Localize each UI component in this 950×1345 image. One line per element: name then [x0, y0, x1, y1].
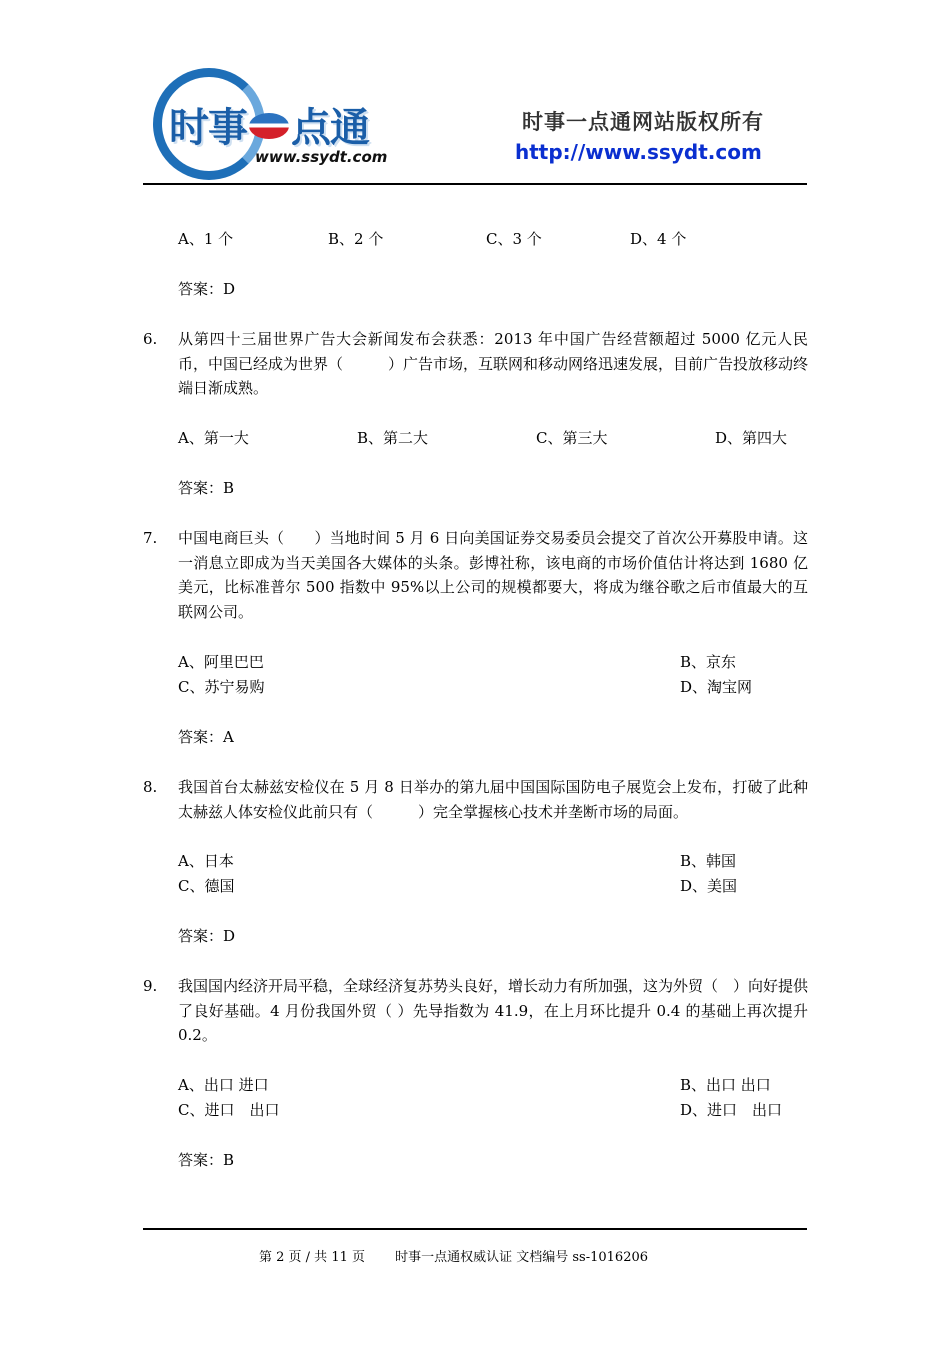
footer-divider — [143, 1228, 807, 1230]
logo-dot-icon — [249, 113, 289, 139]
q8-answer: 答案：D — [178, 927, 236, 945]
q8-text: 我国首台太赫兹安检仪在 5 月 8 日举办的第九届中国国际国防电子展览会上发布，打破了此种太赫兹人体安检仪此前只有（ ）完全掌握核心技术并垄断市场的局面。 — [178, 778, 808, 821]
q9-text: 我国国内经济开局平稳，全球经济复苏势头良好，增长动力有所加强，这为外贸（ ）向好提供了良好基础。4 月份我国外贸（ ）先导指数为 41.9，在上月环比提升 0.4 的基础上再次提升 0.2。 — [178, 977, 809, 1044]
q7-number: 7. — [143, 529, 158, 547]
q5-option-d: D、4 个 — [630, 230, 687, 248]
q6-answer: 答案：B — [178, 479, 235, 497]
q5-answer: 答案：D — [178, 280, 236, 298]
q7-option-a: A、阿里巴巴 — [178, 653, 264, 671]
q9-option-c: C、进口 出口 — [178, 1101, 280, 1119]
q5-option-c: C、3 个 — [486, 230, 542, 248]
q6-option-b: B、第二大 — [357, 429, 429, 447]
q7-text: 中国电商巨头（ ）当地时间 5 月 6 日向美国证券交易委员会提交了首次公开募股申请。这一消息立即成为当天美国各大媒体的头条。彭博社称，该电商的市场价值估计将达到 1680 亿美元，比标准普尔 500 指数中 95%以上公司的规模都要大，将成为继谷歌之后市值最大的互联网公司。 — [178, 529, 808, 621]
page-footer: 第 2 页 / 共 11 页 时事一点通权威认证 文档编号 ss-1016206 — [259, 1250, 649, 1265]
q5-option-a: A、1 个 — [178, 230, 234, 248]
q8-option-d: D、美国 — [680, 877, 738, 895]
site-logo — [153, 68, 423, 178]
q9-answer: 答案：B — [178, 1151, 235, 1169]
logo-wordmark — [169, 96, 369, 153]
q6-option-c: C、第三大 — [536, 429, 608, 447]
header-divider — [143, 183, 807, 185]
logo-text-left: 时事 — [169, 105, 247, 151]
copyright-slogan: 时事一点通网站版权所有 — [522, 110, 764, 134]
site-url-link[interactable]: http://www.ssydt.com — [515, 140, 762, 164]
q8-number: 8. — [143, 778, 158, 796]
logo-url: www.ssydt.com — [255, 148, 388, 166]
q9-option-a: A、出口 进口 — [178, 1076, 269, 1094]
q6-text: 从第四十三届世界广告大会新闻发布会获悉：2013 年中国广告经营额超过 5000 亿元人民币，中国已经成为世界（ ）广告市场，互联网和移动网络迅速发展，目前广告投放移动终端日渐成熟。 — [178, 330, 809, 397]
q6-option-a: A、第一大 — [178, 429, 249, 447]
q6-number: 6. — [143, 330, 158, 348]
q9-number: 9. — [143, 977, 158, 995]
q5-option-b: B、2 个 — [328, 230, 384, 248]
q8-option-c: C、德国 — [178, 877, 235, 895]
q6-option-d: D、第四大 — [715, 429, 788, 447]
q7-answer: 答案：A — [178, 728, 234, 746]
q8-option-a: A、日本 — [178, 852, 234, 870]
q9-option-d: D、进口 出口 — [680, 1101, 783, 1119]
logo-text-right: 点通 — [291, 105, 369, 151]
q7-option-c: C、苏宁易购 — [178, 678, 265, 696]
q7-option-b: B、京东 — [680, 653, 737, 671]
q9-option-b: B、出口 出口 — [680, 1076, 771, 1094]
q8-option-b: B、韩国 — [680, 852, 737, 870]
q7-option-d: D、淘宝网 — [680, 678, 753, 696]
